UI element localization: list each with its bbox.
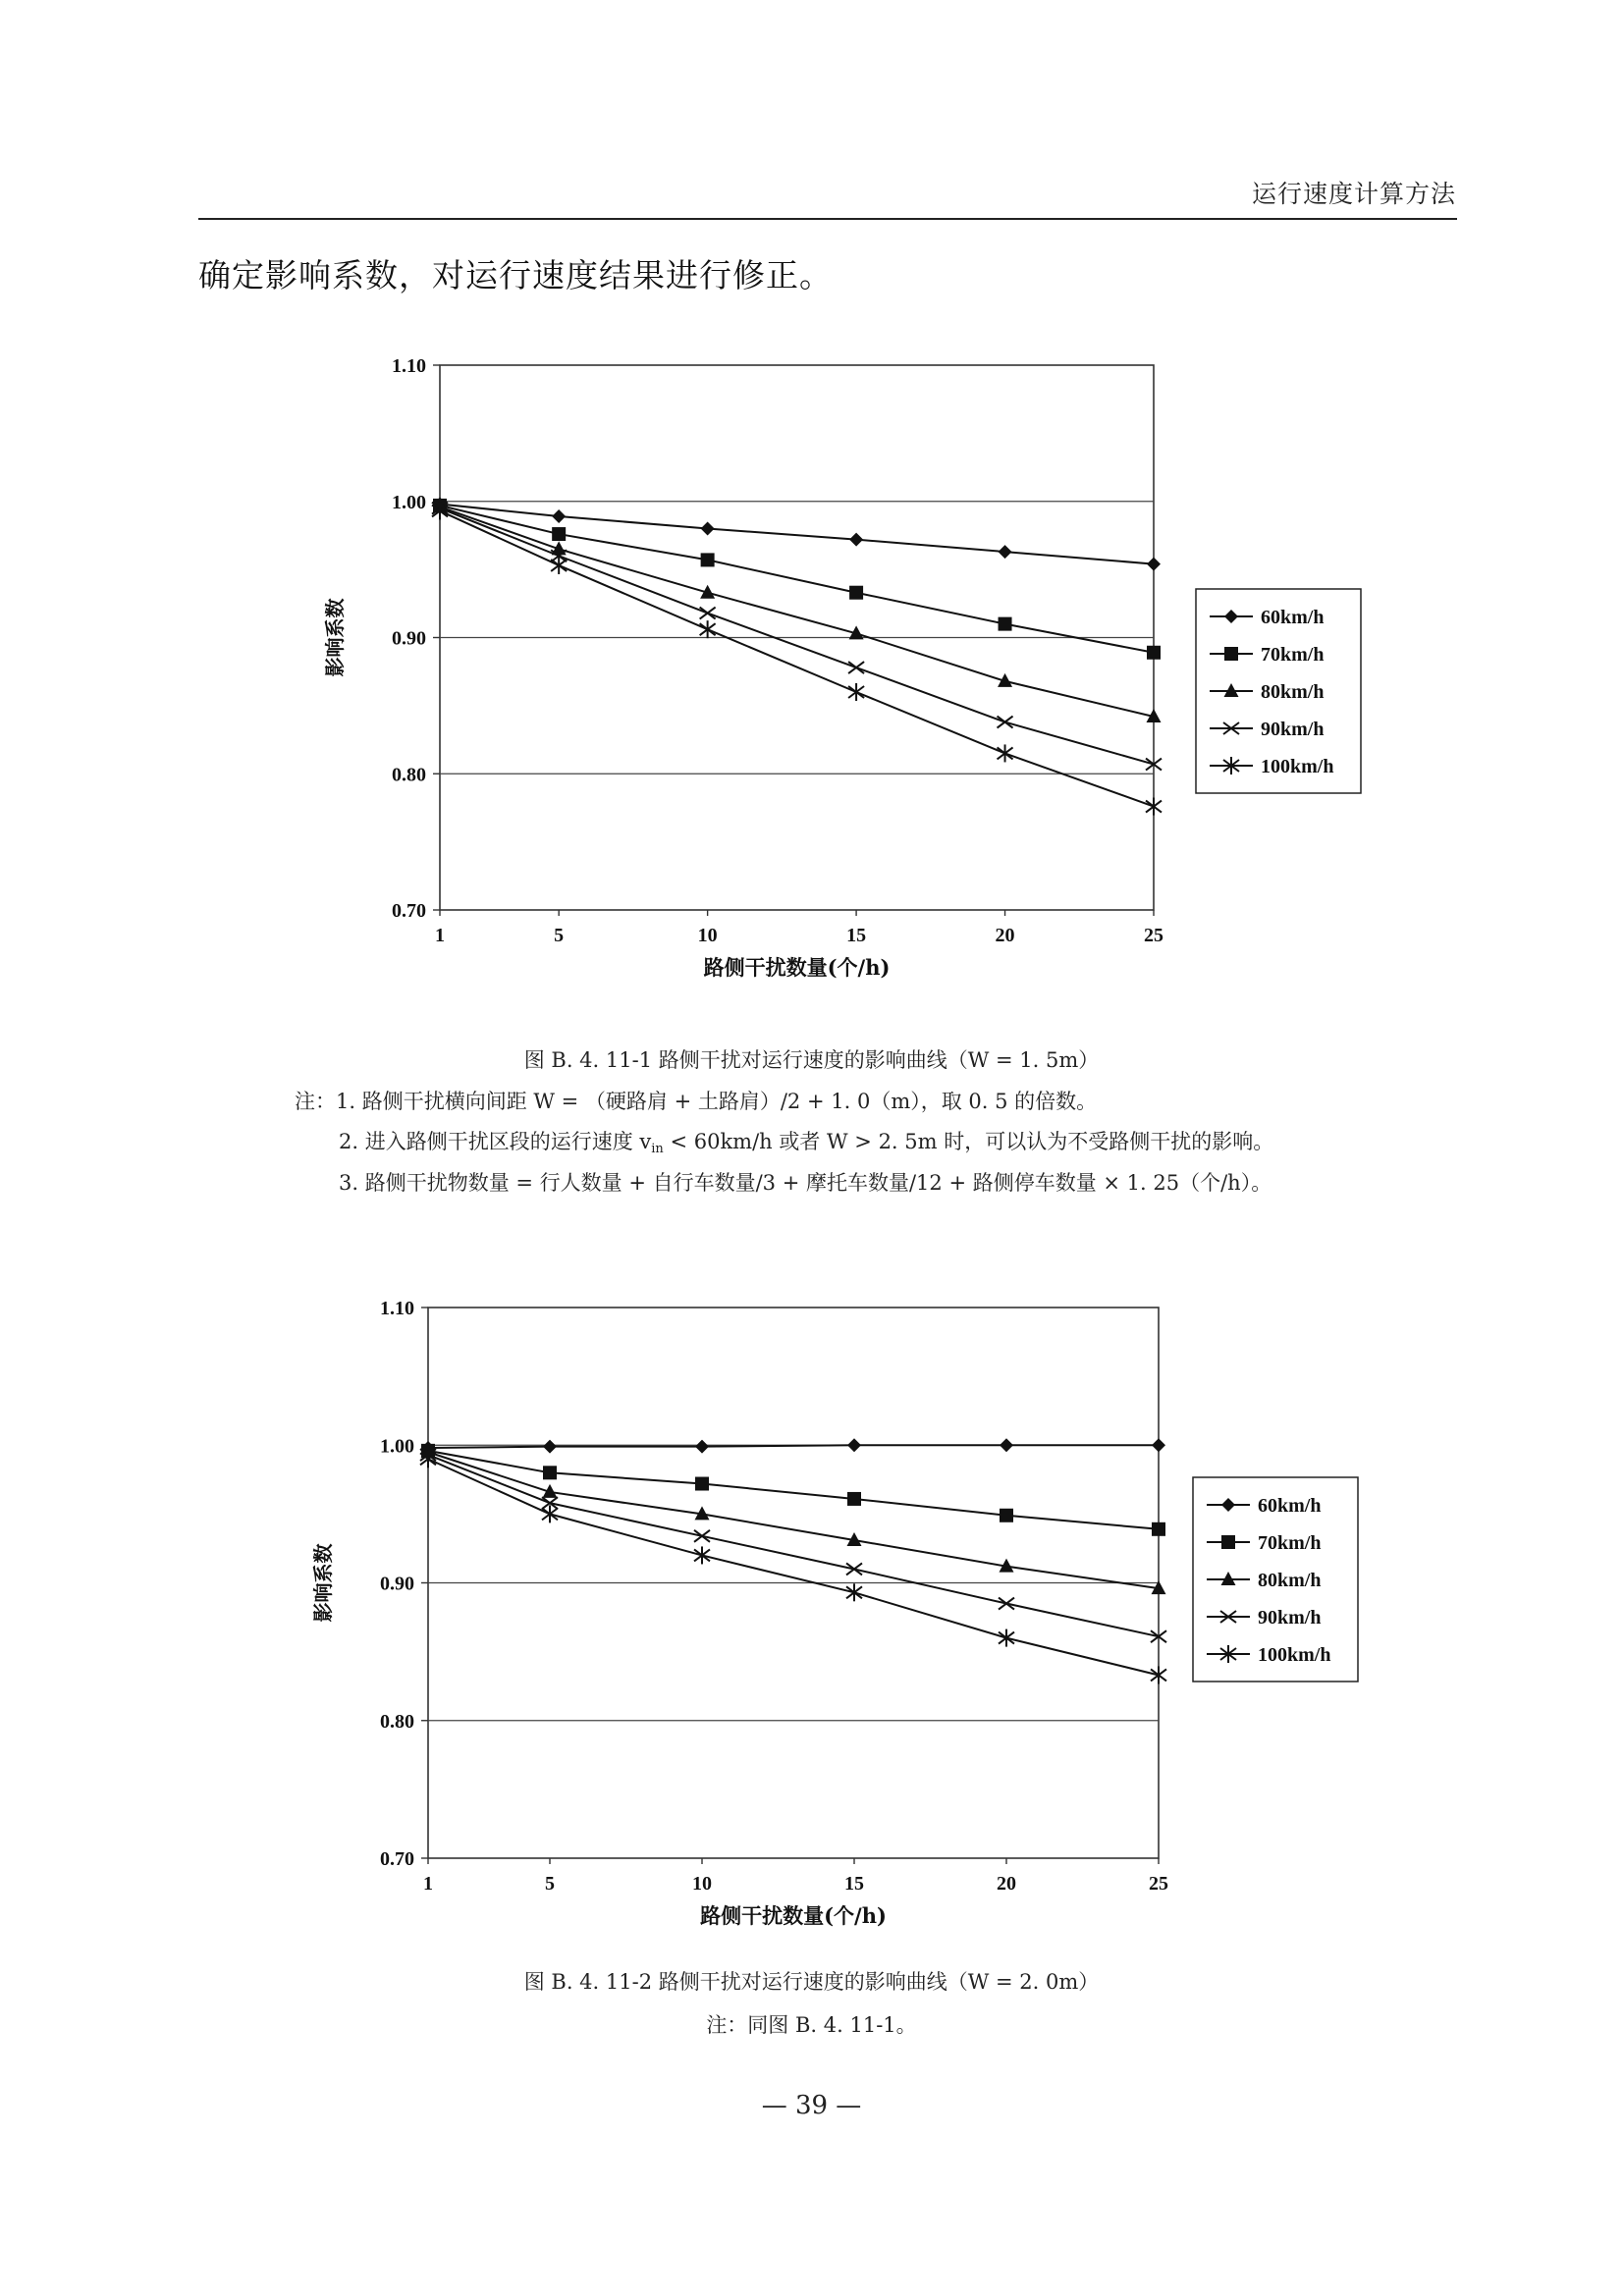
x-tick-label: 20 bbox=[997, 1873, 1016, 1895]
x-tick-label: 15 bbox=[844, 1873, 864, 1895]
x-axis-title: 路侧干扰数量(个/h) bbox=[703, 955, 891, 980]
chart-figure-1 bbox=[0, 344, 1623, 1021]
x-tick-label: 15 bbox=[846, 925, 867, 946]
legend-label: 100km/h bbox=[1261, 756, 1334, 777]
legend-label: 70km/h bbox=[1261, 644, 1325, 666]
data-point bbox=[847, 1492, 861, 1506]
legend-label: 90km/h bbox=[1261, 719, 1325, 740]
x-tick-label: 20 bbox=[995, 925, 1015, 946]
legend-label: 100km/h bbox=[1258, 1644, 1331, 1666]
legend-label: 80km/h bbox=[1261, 681, 1325, 703]
chart-figure-2 bbox=[0, 1286, 1623, 1953]
x-tick-label: 10 bbox=[697, 925, 718, 946]
y-tick-label: 1.10 bbox=[392, 355, 426, 377]
y-tick-label: 1.10 bbox=[380, 1298, 414, 1319]
legend bbox=[1196, 589, 1361, 793]
data-point bbox=[1152, 1522, 1165, 1536]
note-2-subscript: in bbox=[651, 1142, 664, 1156]
x-tick-label: 25 bbox=[1144, 925, 1163, 946]
y-tick-label: 0.80 bbox=[380, 1710, 414, 1733]
x-tick-label: 5 bbox=[545, 1873, 555, 1895]
data-point bbox=[1147, 646, 1161, 660]
page-number: — 39 — bbox=[761, 2091, 862, 2120]
data-point bbox=[552, 527, 566, 541]
y-tick-label: 0.70 bbox=[392, 900, 426, 922]
x-tick-label: 5 bbox=[554, 925, 565, 946]
y-tick-label: 0.70 bbox=[380, 1848, 414, 1870]
figure-2-note: 注：同图 B. 4. 11-1。 bbox=[706, 2013, 917, 2037]
x-tick-label: 1 bbox=[435, 925, 445, 946]
y-tick-label: 1.00 bbox=[392, 491, 426, 513]
legend-label: 70km/h bbox=[1258, 1532, 1322, 1554]
figure-1-note-1: 注：1. 路侧干扰横向间距 W = （硬路肩 + 土路肩）/2 + 1. 0（m），取 0. 5 的倍数。 bbox=[295, 1090, 1098, 1113]
legend-marker bbox=[1224, 647, 1238, 661]
intro-paragraph: 确定影响系数，对运行速度结果进行修正。 bbox=[198, 256, 833, 294]
x-axis-title: 路侧干扰数量(个/h) bbox=[700, 1903, 887, 1928]
note-2-part-a: 2. 进入路侧干扰区段的运行速度 v bbox=[339, 1130, 652, 1153]
data-point bbox=[701, 553, 715, 566]
legend-label: 60km/h bbox=[1258, 1495, 1322, 1517]
data-point bbox=[543, 1466, 557, 1479]
figure-2-caption: 图 B. 4. 11-2 路侧干扰对运行速度的影响曲线（W = 2. 0m） bbox=[523, 1970, 1100, 1994]
y-tick-label: 0.90 bbox=[380, 1573, 414, 1595]
data-point bbox=[849, 586, 863, 600]
note-2-part-b: < 60km/h 或者 W > 2. 5m 时，可以认为不受路侧干扰的影响。 bbox=[663, 1130, 1274, 1153]
legend-marker bbox=[1221, 1535, 1235, 1549]
data-point bbox=[695, 1477, 709, 1491]
figure-1-note-3: 3. 路侧干扰物数量 = 行人数量 + 自行车数量/3 + 摩托车数量/12 + 路侧停车数量 × 1. 25（个/h）。 bbox=[339, 1171, 1272, 1195]
x-tick-label: 25 bbox=[1149, 1873, 1168, 1895]
header-rule bbox=[198, 218, 1457, 220]
y-axis-title: 影响系数 bbox=[311, 1543, 335, 1623]
running-header-title: 运行速度计算方法 bbox=[1251, 180, 1456, 208]
data-point bbox=[1000, 1509, 1013, 1522]
y-tick-label: 0.90 bbox=[392, 627, 426, 650]
x-tick-label: 1 bbox=[423, 1873, 433, 1895]
figure-1-note-2 bbox=[339, 1126, 1273, 1156]
x-tick-label: 10 bbox=[692, 1873, 712, 1895]
y-tick-label: 1.00 bbox=[380, 1435, 414, 1458]
legend-label: 80km/h bbox=[1258, 1570, 1322, 1591]
data-point bbox=[999, 617, 1012, 631]
y-axis-title: 影响系数 bbox=[323, 598, 347, 677]
legend-label: 60km/h bbox=[1261, 607, 1325, 628]
figure-1-caption: 图 B. 4. 11-1 路侧干扰对运行速度的影响曲线（W = 1. 5m） bbox=[523, 1048, 1100, 1072]
y-tick-label: 0.80 bbox=[392, 764, 426, 786]
legend bbox=[1193, 1477, 1358, 1682]
legend-label: 90km/h bbox=[1258, 1607, 1322, 1629]
